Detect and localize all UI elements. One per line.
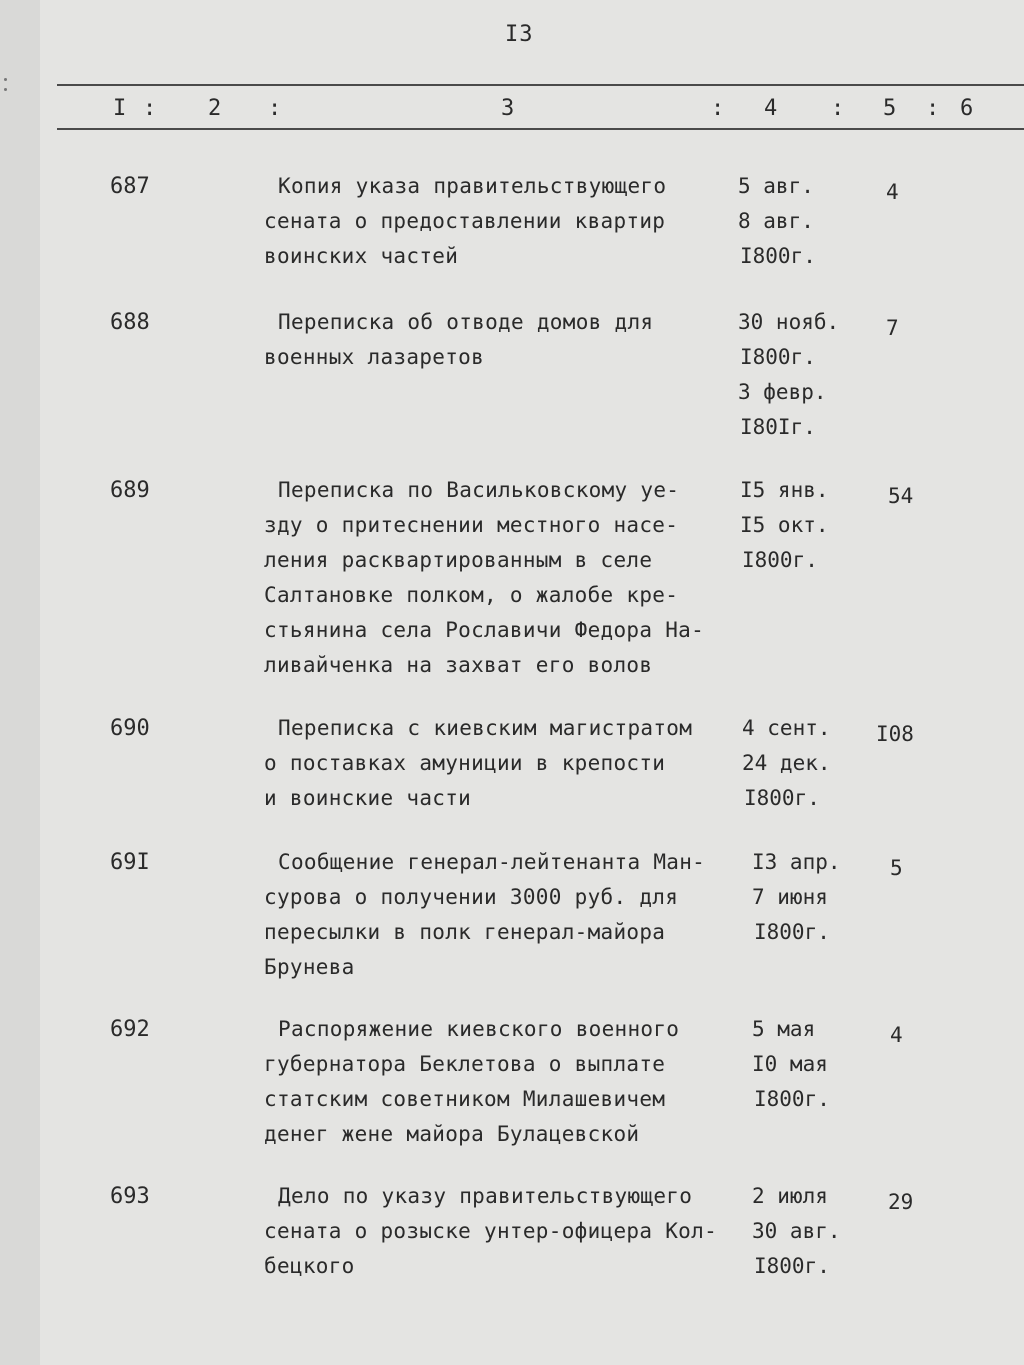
entry-description-line: о поставках амуниции в крепости [264,751,666,775]
entry-date: I5 янв. [740,478,829,502]
entry-date: 5 авг. [738,174,814,198]
entry-description-line: сената о розыске унтер-офицера Кол- [264,1219,718,1243]
entry-date: I800г. [754,1254,830,1278]
entry-description-line: стьянина села Рославичи Федора На- [264,618,705,642]
entry-date: I800г. [754,1087,830,1111]
entry-date: I5 окт. [740,513,829,537]
column-header-3: 3 [501,96,515,121]
column-header-separator: : [268,96,282,121]
entry-description-line: и воинские части [264,786,472,810]
column-header-separator: : [831,96,845,121]
entry-date: 7 июня [752,885,828,909]
entry-description-line: Переписка по Васильковскому уе- [278,478,680,502]
entry-number: 687 [110,174,150,199]
entry-description-line: пересылки в полк генерал-майора [264,920,666,944]
entry-sheet-count: 7 [886,316,899,340]
entry-description-line: Брунева [264,955,355,979]
entry-date: 2 июля [752,1184,828,1208]
entry-date: I3 апр. [752,850,841,874]
entry-description-line: сената о предоставлении квартир [264,209,666,233]
entry-number: 69I [110,850,150,875]
column-header-separator: : [143,96,157,121]
entry-number: 693 [110,1184,150,1209]
column-header-6: 6 [960,96,974,121]
entry-description-line: ливайченка на захват его волов [264,653,653,677]
margin-mark [4,78,7,81]
column-header-1: I [113,96,127,121]
entry-date: 30 нояб. [738,310,840,334]
header-rule-bottom [57,128,1024,130]
entry-sheet-count: 4 [890,1023,903,1047]
entry-description-line: Салтановке полком, о жалобе кре- [264,583,679,607]
entry-date: I0 мая [752,1052,828,1076]
entry-description-line: Дело по указу правительствующего [278,1184,693,1208]
entry-description-line: Переписка с киевским магистратом [278,716,693,740]
column-header-5: 5 [883,96,897,121]
entry-description-line: бецкого [264,1254,355,1278]
column-header-4: 4 [764,96,778,121]
entry-date: 8 авг. [738,209,814,233]
entry-description-line: Переписка об отводе домов для [278,310,654,334]
entry-sheet-count: 5 [890,856,903,880]
entry-number: 690 [110,716,150,741]
entry-date: 5 мая [752,1017,816,1041]
column-header-separator: : [926,96,940,121]
entry-description-line: воинских частей [264,244,459,268]
page-number: I3 [505,22,534,47]
entry-date: I80Iг. [740,415,816,439]
entry-description-line: Сообщение генерал-лейтенанта Ман- [278,850,706,874]
document-page [40,0,1024,1365]
entry-sheet-count: I08 [876,722,914,746]
entry-description-line: статским советником Милашевичем [264,1087,666,1111]
entry-description-line: сурова о получении 3000 руб. для [264,885,679,909]
entry-sheet-count: 54 [888,484,914,508]
entry-date: 30 авг. [752,1219,841,1243]
entry-date: I800г. [742,548,818,572]
entry-description-line: губернатора Беклетова о выплате [264,1052,666,1076]
entry-description-line: военных лазаретов [264,345,485,369]
entry-sheet-count: 4 [886,180,899,204]
entry-date: I800г. [740,244,816,268]
column-header-2: 2 [208,96,222,121]
entry-description-line: ления расквартированным в селе [264,548,653,572]
entry-date: I800г. [740,345,816,369]
entry-date: 3 февр. [738,380,827,404]
entry-date: I800г. [744,786,820,810]
entry-description-line: денег жене майора Булацевской [264,1122,640,1146]
entry-date: 4 сент. [742,716,831,740]
margin-mark [4,88,7,91]
entry-date: I800г. [754,920,830,944]
entry-sheet-count: 29 [888,1190,914,1214]
entry-number: 692 [110,1017,150,1042]
header-rule-top [57,84,1024,86]
entry-number: 689 [110,478,150,503]
entry-description-line: Копия указа правительствующего [278,174,667,198]
entry-number: 688 [110,310,150,335]
column-header-separator: : [711,96,725,121]
entry-description-line: зду о притеснении местного насе- [264,513,679,537]
entry-date: 24 дек. [742,751,831,775]
entry-description-line: Распоряжение киевского военного [278,1017,680,1041]
